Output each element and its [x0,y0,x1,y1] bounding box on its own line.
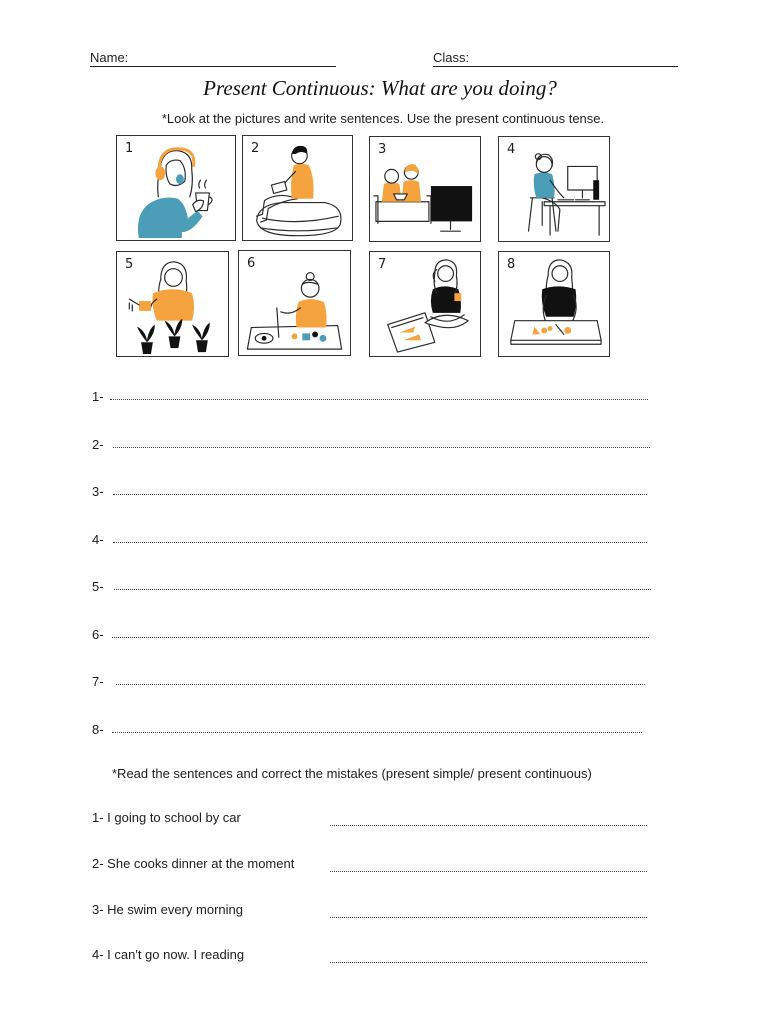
potted-plant-1 [137,325,155,354]
dotted-write-line [110,399,648,400]
picture-box-5 [116,251,229,357]
woman-figure [534,154,564,232]
dotted-write-line [330,962,647,963]
picture-number: 1 [125,141,134,156]
woman-figure [151,262,194,321]
answer-line-8 [92,722,662,738]
watering-can-icon [129,299,151,311]
picture-box-1 [116,135,236,241]
dotted-write-line [330,871,647,872]
correction-item-1 [92,810,662,830]
instruction-part-1: *Look at the pictures and write sentences. Use the present continuous tense. [161,111,605,126]
picture-box-7 [369,251,481,357]
working-at-computer-illustration [499,137,609,241]
answer-line-3 [92,484,662,500]
answer-number: 2- [92,437,104,452]
correction-item-2 [92,856,662,876]
answer-number: 5- [92,579,104,594]
correction-item-3 [92,902,662,922]
answer-number: 1- [92,389,104,404]
incorrect-sentence: 1- I going to school by car [92,810,241,825]
name-label: Name: [90,50,129,65]
answer-line-2 [92,437,662,453]
dotted-write-line [112,732,642,733]
eating-pizza-on-phone-illustration [370,252,480,356]
watering-plants-illustration [117,252,228,356]
instruction-part-2: *Read the sentences and correct the mistakes (present simple/ present continuous) [112,766,592,781]
listening-music-illustration [117,136,235,240]
incorrect-sentence: 4- I can't go now. I reading [92,947,245,962]
dotted-write-line [330,917,647,918]
cutting-vegetables-illustration [499,252,609,356]
answer-number: 6- [92,627,104,642]
picture-box-3 [369,136,481,242]
pizza-box-icon [388,313,435,352]
dotted-write-line [116,684,645,685]
incorrect-sentence: 2- She cooks dinner at the moment [92,856,295,871]
woman-figure [425,260,468,328]
correction-item-4 [92,947,662,967]
answer-line-7 [92,674,662,690]
picture-number: 4 [507,142,516,157]
answer-line-6 [92,627,662,643]
tv-icon [431,186,472,231]
picture-number: 3 [378,142,387,157]
answer-number: 4- [92,532,104,547]
potted-plant-2 [165,319,183,348]
dotted-write-line [112,637,649,638]
answer-number: 8- [92,722,104,737]
picture-number: 8 [507,257,516,272]
picture-box-8 [498,251,610,357]
picture-box-6 [238,250,351,356]
answer-number: 3- [92,484,104,499]
dotted-write-line [113,542,647,543]
answer-number: 7- [92,674,104,689]
name-field [90,49,336,67]
picture-box-4 [498,136,610,242]
dotted-write-line [113,494,647,495]
dotted-write-line [113,447,650,448]
picture-box-2 [242,135,353,241]
picture-number: 6 [247,256,256,271]
picture-number: 7 [378,257,387,272]
dotted-write-line [114,589,651,590]
watching-tv-illustration [370,137,480,241]
painting-illustration [239,251,350,355]
incorrect-sentence: 3- He swim every morning [92,902,243,917]
child-figure [281,273,327,328]
answer-line-1 [92,389,662,405]
picture-number: 2 [251,141,260,156]
answer-line-4 [92,532,662,548]
reading-on-beanbag-illustration [243,136,352,240]
worksheet-title: Present Continuous: What are you doing? [203,76,557,100]
tablet-icon [271,182,286,194]
class-label: Class: [433,50,470,65]
potted-plant-3 [192,323,210,352]
kids-figures [382,164,421,202]
answer-line-5 [92,579,662,595]
class-field [433,49,678,67]
woman-figure [542,260,577,323]
picture-number: 5 [125,257,134,272]
computer-icon [558,166,599,199]
dotted-write-line [330,825,647,826]
coffee-cup-icon [193,180,212,211]
